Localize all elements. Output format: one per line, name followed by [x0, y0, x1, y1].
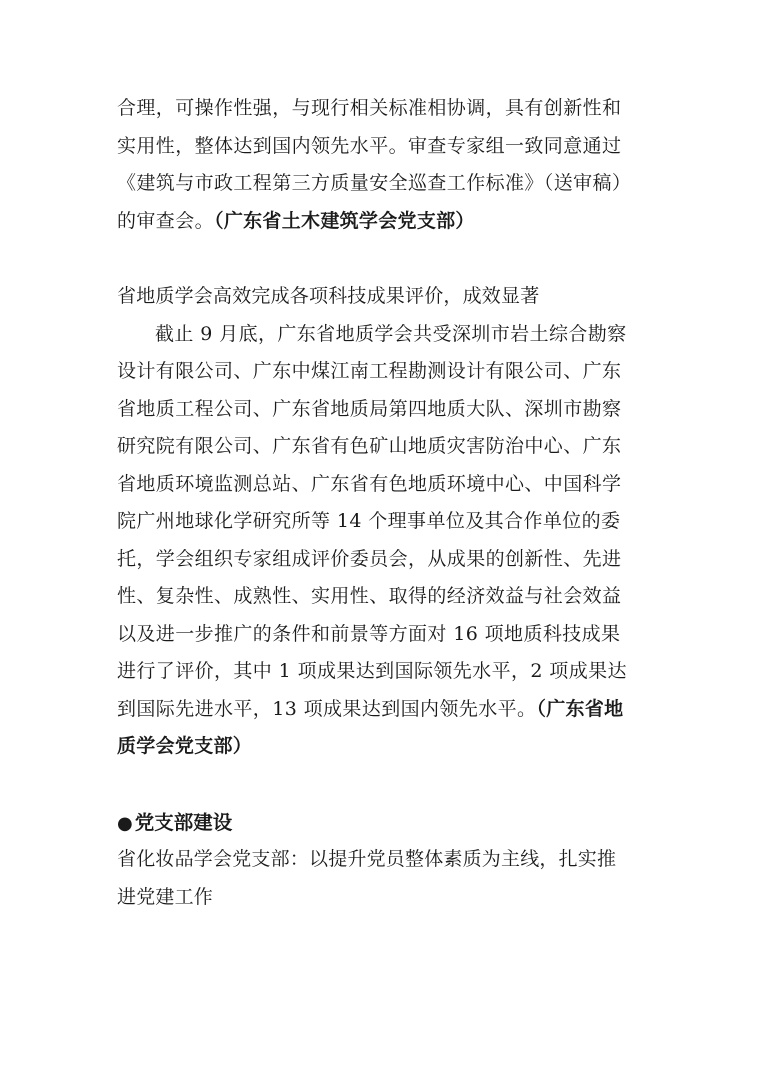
bullet-icon: ●	[117, 812, 133, 834]
text-line: 研究院有限公司、广东省有色矿山地质灾害防治中心、广东	[117, 435, 622, 457]
text-line	[117, 203, 657, 241]
section-title-text: 党支部建设	[134, 810, 233, 834]
document-page	[117, 90, 657, 916]
text-line: 性、复杂性、成熟性、实用性、取得的经济效益与社会效益	[117, 585, 622, 607]
article-heading-geology: 省地质学会高效完成各项科技成果评价，成效显著	[117, 285, 540, 307]
section-title	[117, 804, 657, 842]
paragraph-geology-evaluation	[117, 316, 657, 766]
text-line: 院广州地球化学研究所等 14 个理事单位及其合作单位的委	[117, 510, 621, 532]
text-line: 合理，可操作性强，与现行相关标准相协调，具有创新性和	[117, 97, 622, 119]
text-span: 的审查会。	[117, 209, 215, 232]
text-line: 托，学会组织专家组成评价委员会，从成果的创新性、先进	[117, 547, 622, 570]
text-line: 以及进一步推广的条件和前景等方面对 16 项地质科技成果	[117, 622, 621, 645]
text-span: 到国际先进水平，13 项成果达到国内领先水平。	[117, 697, 537, 720]
source-attribution: （广东省地	[536, 697, 624, 720]
paragraph-standard-review	[117, 90, 657, 240]
text-line: 实用性，整体达到国内领先水平。审查专家组一致同意通过	[117, 134, 622, 157]
text-line: 省地质环境监测总站、广东省有色地质环境中心、中国科学	[117, 472, 622, 495]
article-heading-cosmetics-cont: 进党建工作	[117, 885, 214, 908]
text-line: 《建筑与市政工程第三方质量安全巡查工作标准》（送审稿）	[117, 172, 632, 194]
article-heading-cosmetics: 省化妆品学会党支部：以提升党员整体素质为主线，扎实推	[117, 848, 617, 870]
text-line	[117, 691, 657, 729]
source-attribution: （广东省土木建筑学会党支部）	[214, 209, 475, 232]
text-line: 截止 9 月底，广东省地质学会共受深圳市岩土综合勘察	[155, 322, 627, 345]
source-attribution: 质学会党支部）	[117, 735, 253, 757]
text-line: 省地质工程公司、广东省地质局第四地质大队、深圳市勘察	[117, 397, 622, 420]
text-line: 进行了评价，其中 1 项成果达到国际领先水平，2 项成果达	[117, 660, 627, 682]
text-line: 设计有限公司、广东中煤江南工程勘测设计有限公司、广东	[117, 360, 622, 382]
